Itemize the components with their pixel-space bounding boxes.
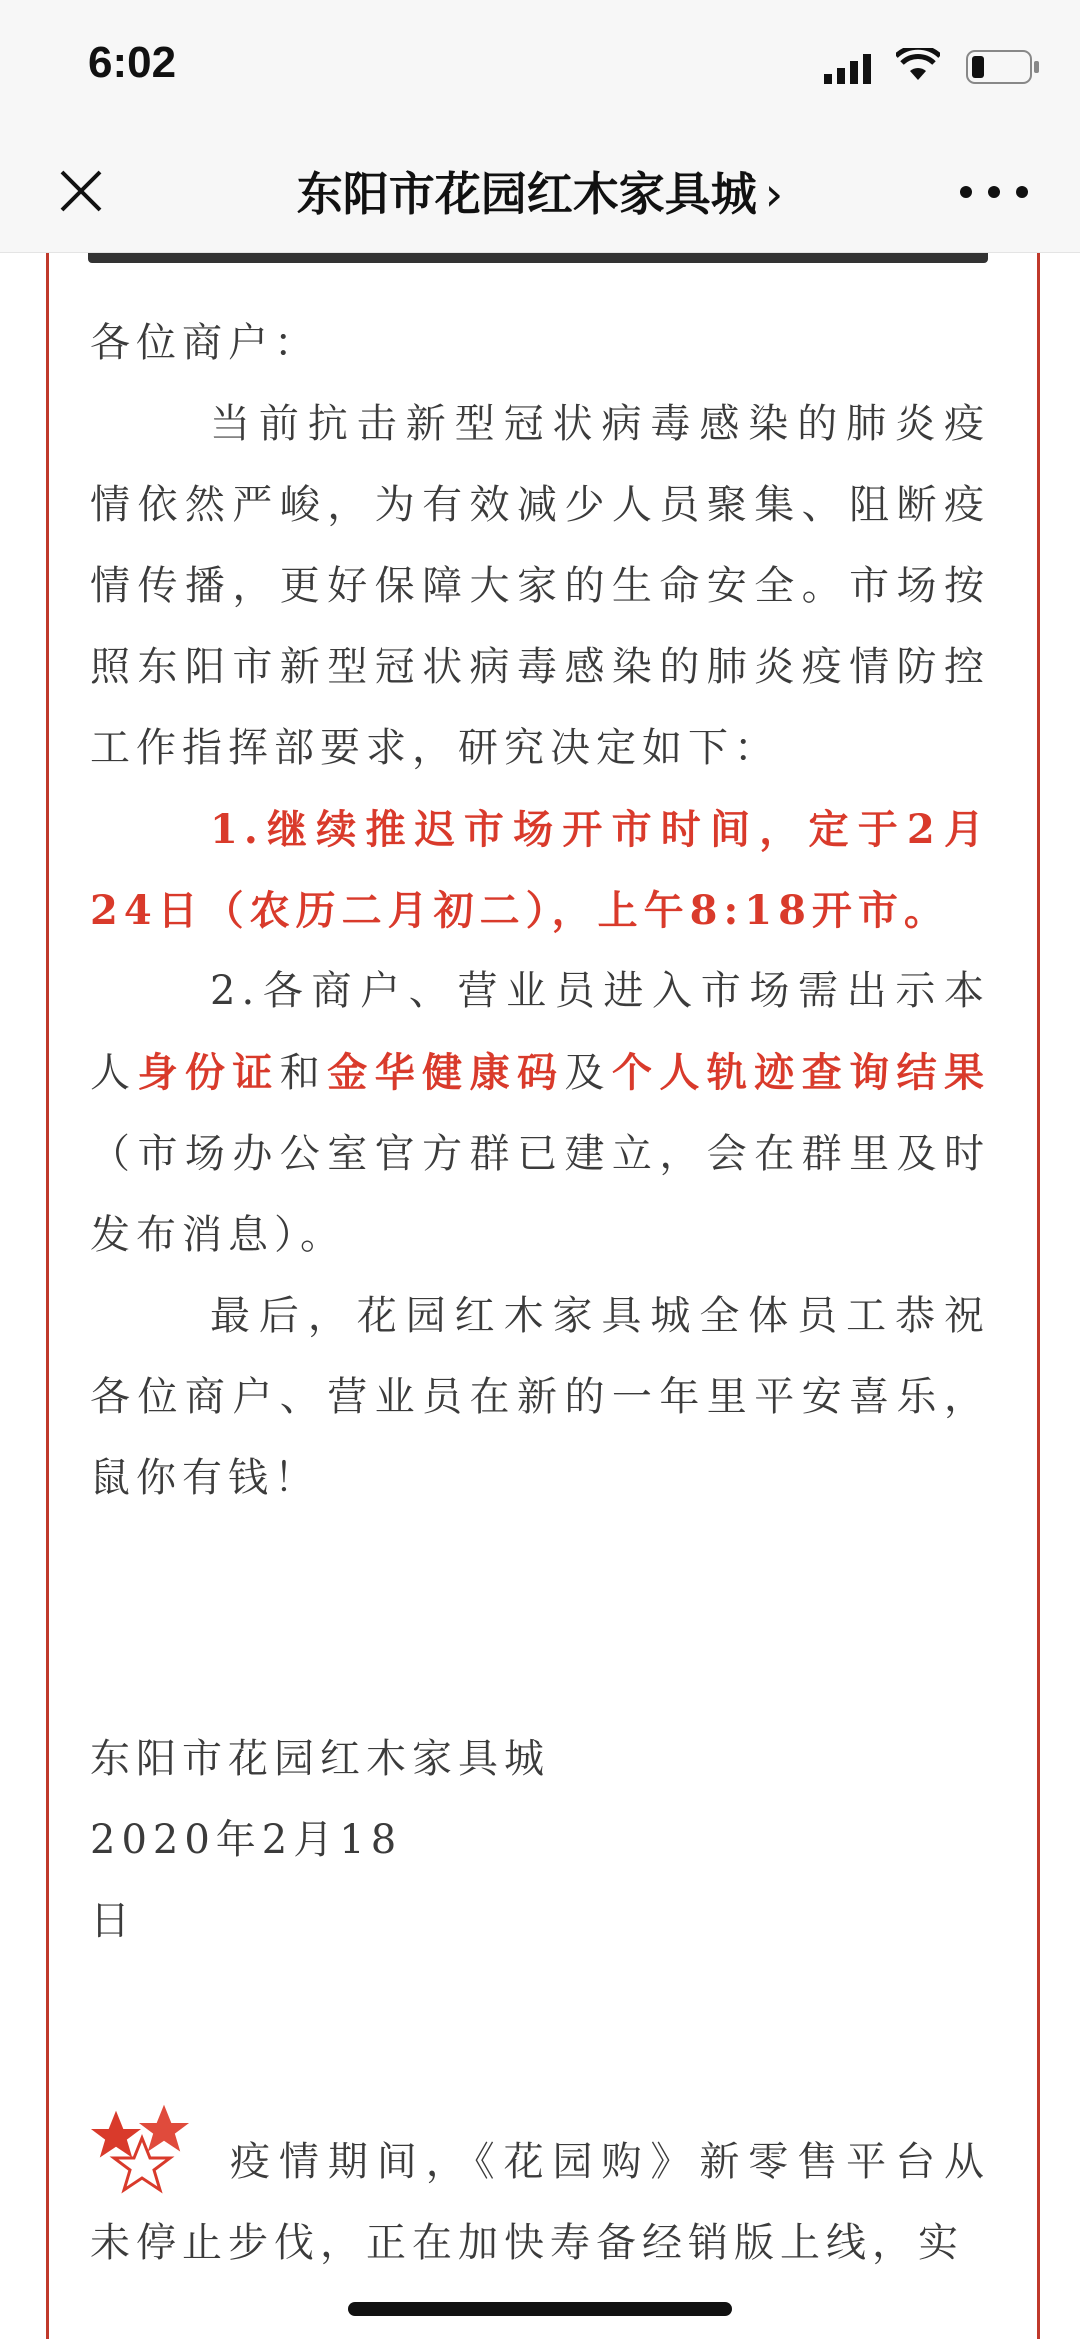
date-tail: 日 [90,1898,136,1944]
date-line: 2020年2月18 [90,1817,403,1863]
article-content[interactable] [0,253,1080,2339]
id-card-highlight: 身份证 [137,1049,280,1096]
status-bar [0,0,1080,130]
more-icon[interactable] [956,182,1032,202]
track-query-highlight: 个人轨迹查询结果 [611,1049,991,1096]
spacer-2 [90,1962,990,2122]
article-body [90,303,990,2284]
salutation: 各位商户： [90,320,320,366]
status-icons [640,46,1040,86]
spacer [90,1519,990,1719]
item2-and2: 及 [564,1050,612,1096]
battery-icon [966,50,1040,84]
paragraph-closing: 最后，花园红木家具城全体员工恭祝各位商户、营业员在新的一年里平安喜乐，鼠你有钱！ [90,1293,990,1501]
home-indicator[interactable] [348,2302,732,2316]
health-code-highlight: 金华健康码 [327,1049,565,1096]
chevron-right-icon: › [764,167,784,221]
nav-bar [0,130,1080,253]
wifi-icon [896,48,940,82]
promo-paragraph [90,2122,990,2284]
item2-text-end: （市场办公室官方群已建立，会在群里及时发布消息）。 [90,1131,990,1258]
stars-decoration-icon [86,2098,206,2194]
item2-text-start: 2.各商户、营业员进入市场需出示本人 [90,968,990,1096]
top-image-edge [88,253,988,263]
notice-item-1: 1.继续推迟市场开市时间，定于2月24日（农历二月初二），上午8:18开市。 [90,806,990,934]
account-title-link[interactable] [0,158,1080,224]
paragraph-intro: 当前抗击新型冠状病毒感染的肺炎疫情依然严峻，为有效减少人员聚集、阻断疫情传播，更好保障大家的生命安全。市场按照东阳市新型冠状病毒感染的肺炎疫情防控工作指挥部要求，研究决定如下： [90,401,990,771]
promo-text: 疫情期间，《花园购》新零售平台从未停止步伐，正在加快寿备经销版上线，实 [90,2139,990,2266]
signal-icon [824,54,874,84]
status-time: 6:02 [88,38,177,87]
page-title: 东阳市花园红木家具城 [296,167,757,221]
notice-item-2 [90,951,990,1276]
item2-and: 和 [279,1050,328,1096]
signature: 东阳市花园红木家具城 [90,1736,550,1782]
